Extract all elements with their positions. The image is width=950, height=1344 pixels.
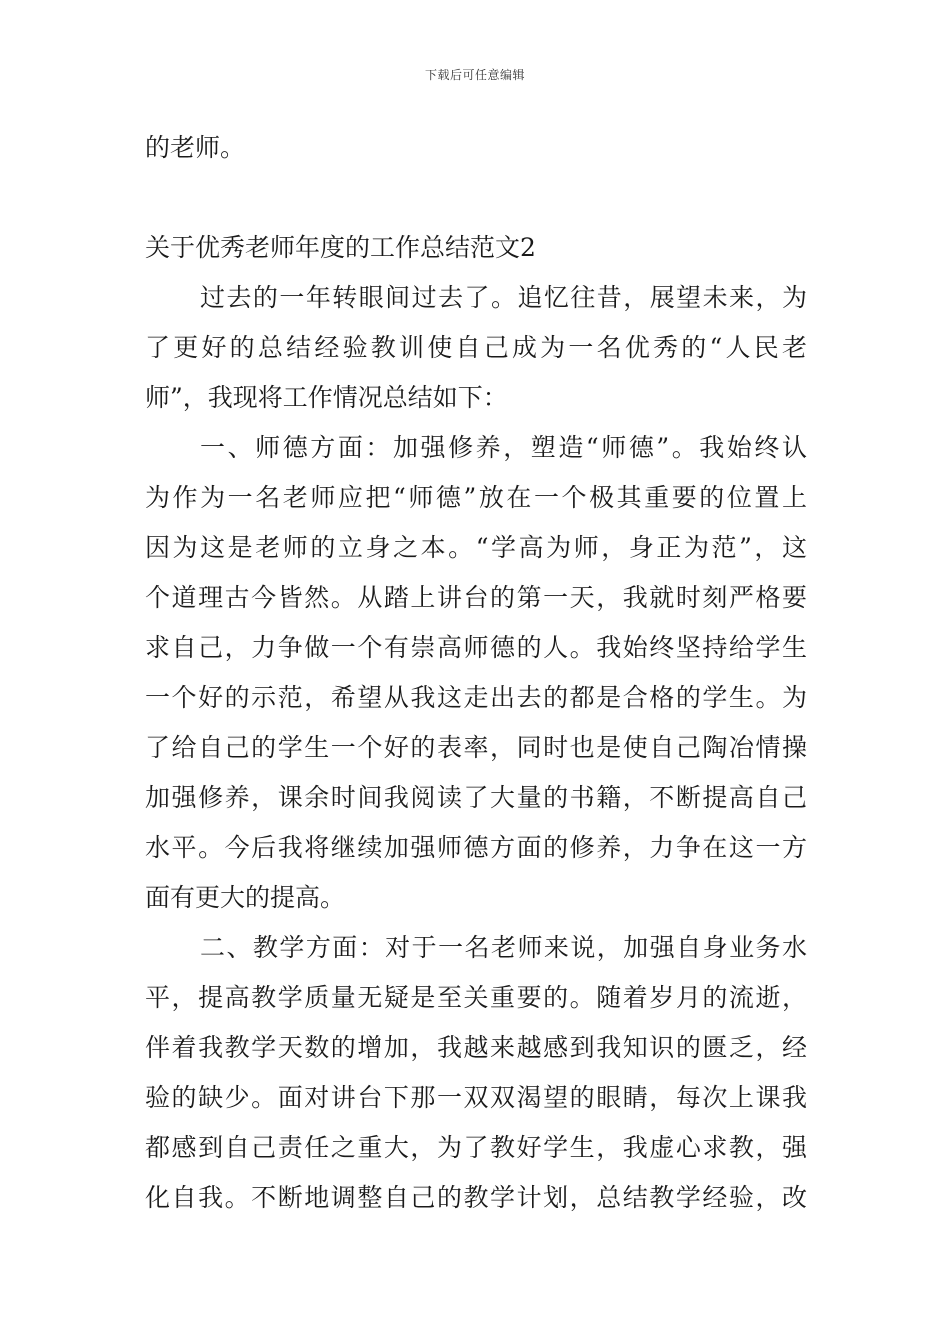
text-line: 个道理古今皆然。从踏上讲台的第一天，我就时刻严格要 <box>145 583 807 612</box>
text-line: 了更好的总结经验教训使自己成为一名优秀的“人民老 <box>145 333 807 362</box>
text-line: 求自己，力争做一个有崇高师德的人。我始终坚持给学生 <box>145 633 807 662</box>
text-line: 师”，我现将工作情况总结如下： <box>145 383 508 412</box>
text-line: 一、师德方面：加强修养，塑造“师德”。我始终认 <box>200 433 807 462</box>
text-line: 都感到自己责任之重大，为了教好学生，我虚心求教，强 <box>145 1133 807 1162</box>
text-line: 平，提高教学质量无疑是至关重要的。随着岁月的流逝， <box>145 983 807 1012</box>
text-line: 了给自己的学生一个好的表率，同时也是使自己陶冶情操 <box>145 733 807 762</box>
text-line: 水平。今后我将继续加强师德方面的修养，力争在这一方 <box>145 833 807 862</box>
text-line: 加强修养，课余时间我阅读了大量的书籍，不断提高自己 <box>145 783 807 812</box>
text-line: 因为这是老师的立身之本。“学高为师，身正为范”，这 <box>145 533 807 562</box>
text-line: 的老师。 <box>145 133 246 162</box>
text-line: 一个好的示范，希望从我这走出去的都是合格的学生。为 <box>145 683 807 712</box>
section-title: 关于优秀老师年度的工作总结范文2 <box>145 233 536 262</box>
text-line: 验的缺少。面对讲台下那一双双渴望的眼睛，每次上课我 <box>145 1083 807 1112</box>
text-line: 为作为一名老师应把“师德”放在一个极其重要的位置上 <box>145 483 807 512</box>
text-line: 二、教学方面：对于一名老师来说，加强自身业务水 <box>200 933 807 962</box>
text-line: 伴着我教学天数的增加，我越来越感到我知识的匮乏，经 <box>145 1033 807 1062</box>
text-line: 过去的一年转眼间过去了。追忆往昔，展望未来，为 <box>200 283 807 312</box>
text-line: 化自我。不断地调整自己的教学计划，总结教学经验，改 <box>145 1183 807 1212</box>
text-line: 面有更大的提高。 <box>145 883 346 912</box>
page-header: 下载后可任意编辑 <box>424 68 525 82</box>
